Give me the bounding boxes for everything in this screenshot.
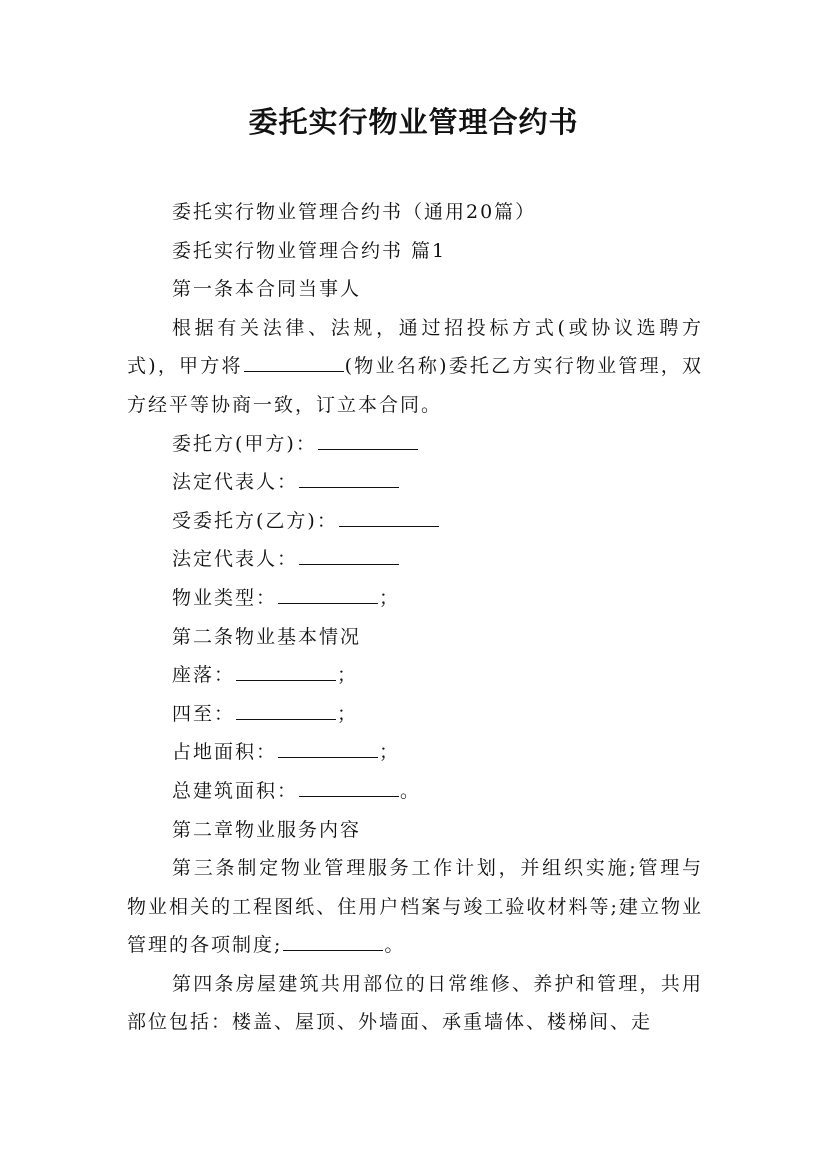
article-1-heading: 第一条本合同当事人	[172, 278, 362, 301]
party-a-rep-line	[127, 463, 703, 502]
chapter-2-heading: 第二章物业服务内容	[172, 818, 362, 841]
location-end: ；	[337, 664, 359, 687]
party-b-rep-label: 法定代表人：	[172, 548, 299, 571]
blank-party-a	[318, 429, 418, 450]
party-a-line	[127, 425, 703, 464]
land-area-line	[127, 733, 703, 772]
document-body	[127, 193, 703, 1042]
blank-boundaries	[236, 699, 336, 720]
blank-building-area	[299, 776, 399, 797]
location-label: 座落：	[172, 664, 236, 687]
building-area-label: 总建筑面积：	[172, 779, 299, 802]
property-type-end: ；	[379, 586, 401, 609]
boundaries-label: 四至：	[172, 702, 236, 725]
property-type-line	[127, 579, 703, 618]
article-1-text-a: 根据有关法律、法规，通过招投标方式(或协议选聘方式)，甲方将	[127, 316, 703, 378]
blank-property-name	[244, 351, 344, 372]
building-area-end: 。	[400, 779, 422, 802]
party-b-rep-line	[127, 540, 703, 579]
building-area-line	[127, 772, 703, 811]
article-3-paragraph	[127, 849, 703, 965]
subtitle-line: 委托实行物业管理合约书（通用20篇）	[172, 201, 537, 223]
land-area-end: ；	[379, 741, 401, 764]
property-type-label: 物业类型：	[172, 586, 278, 609]
article-1-text-b: (物业名称)委托乙方实行物业管理，双方经平等协商一致，订立本合同。	[127, 355, 703, 416]
article-3-text: 第三条制定物业管理服务工作计划，并组织实施;管理与物业相关的工程图纸、住用户档案与竣工验收材料等;建立物业管理的各项制度;	[127, 857, 703, 957]
party-b-line	[127, 502, 703, 541]
blank-location	[236, 660, 336, 681]
party-a-label: 委托方(甲方)：	[172, 432, 317, 455]
location-line	[127, 656, 703, 695]
blank-party-a-rep	[299, 467, 399, 488]
article-1-paragraph	[127, 309, 703, 425]
section-heading-1: 委托实行物业管理合约书 篇1	[172, 239, 447, 262]
article-4-paragraph: 第四条房屋建筑共用部位的日常维修、养护和管理，共用部位包括：楼盖、屋顶、外墙面、承重墙体、楼梯间、走	[127, 972, 703, 1034]
blank-party-b	[339, 506, 439, 527]
blank-property-type	[278, 583, 378, 604]
party-a-rep-label: 法定代表人：	[172, 471, 299, 494]
boundaries-end: ；	[337, 702, 359, 725]
document-title: 委托实行物业管理合约书	[248, 105, 579, 139]
article-2-heading: 第二条物业基本情况	[172, 625, 362, 648]
blank-management-system	[283, 930, 383, 951]
article-3-end: 。	[384, 934, 406, 957]
land-area-label: 占地面积：	[172, 741, 278, 764]
boundaries-line	[127, 695, 703, 734]
party-b-label: 受委托方(乙方)：	[172, 509, 338, 532]
blank-party-b-rep	[299, 544, 399, 565]
blank-land-area	[278, 737, 378, 758]
